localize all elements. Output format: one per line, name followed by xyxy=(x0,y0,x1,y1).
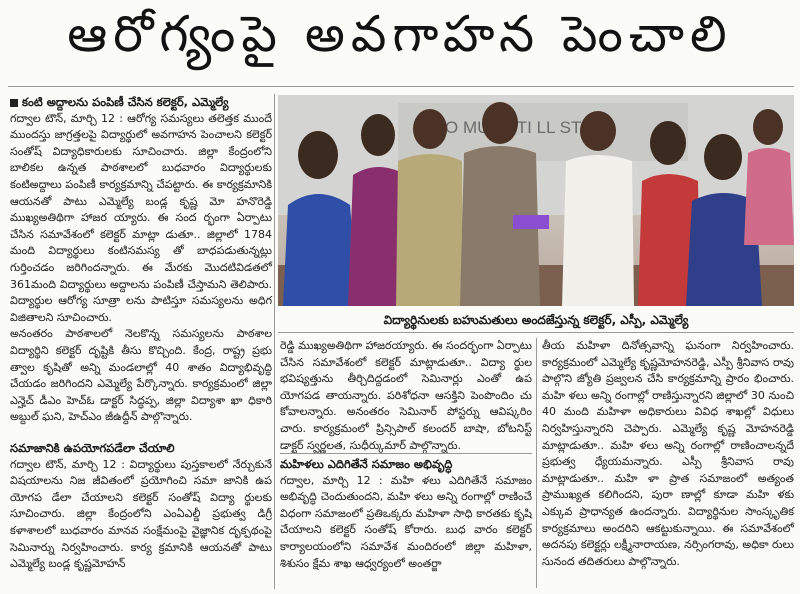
story1-column xyxy=(10,94,272,426)
bullet-icon xyxy=(10,99,18,107)
headline: ఆరోగ్యంపై అవగాహన పెంచాలి xyxy=(67,4,733,63)
story3-subheading: మహిళలు ఎదిగితేనే సమాజం అభివృద్ధి xyxy=(280,457,453,471)
photo-caption: విద్యార్థినులకు బహుమతులు అందజేస్తున్న కలెక్టర్, ఎస్పీ, ఎమ్మెల్యే xyxy=(383,313,689,327)
headline-rule xyxy=(8,86,794,87)
event-photo xyxy=(278,95,794,306)
story3-column-2 xyxy=(542,338,794,570)
story1-subheading: కంటి అద్దాలను పంపిణీ చేసిన కలెక్టర్, ఎమ్మెల్యే xyxy=(10,94,272,111)
gift-box xyxy=(513,215,549,229)
story3-paragraph-1: గద్వాల, మార్చి 12 : మహి ళలు ఎదిగితేనే సమాజం అభివృద్ధి చెందుతుందని, మహి ళలు అన్ని రంగాల్లో రాణించే విధంగా సమాజంలో ప్రతిఒక్కరు మహిళా సాధి కారతకు కృషి చేయాలని కలెక్టర్ సంతోష్ కోరారు. బుధ వారం కలెక్టర్ కార్యాలయంలోని సమావేశ మందిరంలో జిల్లా మహిళా, శిశుసం క్షేమ శాఖ ఆధ్వర్యంలో అంతర్జా xyxy=(280,473,532,570)
column-rule xyxy=(274,94,275,589)
event-photo-illustration xyxy=(278,95,794,306)
story2-paragraph-2: రెడ్డి ముఖ్యఅతిథిగా హాజరయ్యారు. ఈ సందర్భంగా ఏర్పాటు చేసిన సమావేశంలో కలెక్టర్ మాట్లాడుతూ.. విద్యా ర్థుల భవిష్యత్తును తీర్చిదిద్దడంలో సెమినార్లు ఎంతో ఉప యోగపడ తాయన్నారు. పరిశోధనా ఆసక్తిని పెంపొందిం చు కోవాలన్నారు. అనంతరం సెమినార్ పోస్టర్ను ఆవిష్కరిం చారు. కార్యక్రమంలో ప్రిన్సిపాల్ కలందర్ బాషా, బోటనిస్ట్ డాక్టర్ స్వర్ణలత, సుధీర్కుమార్ పాల్గొన్నారు. xyxy=(280,339,532,452)
caption-rule xyxy=(278,332,794,333)
photo-backdrop-text: LL STF xyxy=(536,118,592,137)
story3-paragraph-2: తీయ మహిళా దినోత్సవాన్ని ఘనంగా నిర్వహించారు. కార్యక్రమంలో ఎమ్మెల్యే కృష్ణమోహనరెడ్డి, ఎస్పీ శ్రీనివాస రావు పాల్గొని జ్యోతి ప్రజ్వలన చేసి కార్యక్రమాన్ని ప్రారం భించారు. మహి ళలు అన్ని రంగాల్లో రాణిస్తున్నారని జిల్లాలో 30 నుంచి 40 మంది మహిళా అధికారులు వివిధ శాఖల్లో విధులు నిర్వహిస్తున్నారని చెప్పారు. ఎమ్మెల్యే కృష్ణ మోహనరెడ్డి మాట్లాడుతూ.. మహి ళలు అన్ని రంగాల్లో రాణించాలన్నదే ప్రభుత్వ ధ్యేయమన్నారు. ఎస్పీ శ్రీనివాస రావు మాట్లాడుతూ.. మహి ళా ప్రాత సమాజంలో అత్యంత ప్రాముఖ్యత కలిగిందని, పురా ణాల్లో కూడా మహి ళకు ఎక్కువ ప్రాధాన్యత ఉందన్నారు. విద్యార్థినుల సాంస్కృతిక కార్యక్రమాలు అందరిని ఆకట్టుకున్నాయి. ఈ సమావేశంలో అదనపు కలెక్టర్లు లక్ష్మీనారాయణ, నర్సింగరావు, అధికా రులు సునంద తదితరులు పాల్గొన్నారు. xyxy=(542,339,794,568)
column-rule-2 xyxy=(536,338,537,588)
story2-column-1 xyxy=(10,440,272,573)
story2-subheading: సమాజానికి ఉపయోగపడేలా చేయాలి xyxy=(10,441,175,455)
story2-column-2 xyxy=(280,338,532,454)
story2-paragraph-1: గద్వాల టౌన్, మార్చి 12 : విద్యార్థులు పుస్తకాలలో నేర్చుకునే విషయాలను నిజ జీవితంలో ప్రయోగించి సమా జానికి ఉప యోగప డేలా చేయాలని కలెక్టర్ సంతోష్ విద్యా ర్థులకు సూచించారు. జిల్లా కేంద్రంలోని ఎంఏఎల్డీ ప్రభుత్వ డిగ్రీ కళాశాలలో బుధవారం మానవ సంక్షేమంపై వైజ్ఞానిక దృక్పథంపై సెమినార్ను నిర్వహించారు. కార్య క్రమానికి ఆయనతో పాటు ఎమ్మెల్యే బండ్ల కృష్ణమోహన్ xyxy=(10,457,272,571)
story3-rule xyxy=(280,453,532,454)
story1-paragraph-1: గద్వాల టౌన్, మార్చి 12 : ఆరోగ్య సమస్యలు తలెత్తక ముందే ముందస్తు జాగ్రత్తలపై విద్యార్థులో అవగాహన పెంచాలని కలెక్టర్ సంతోష్ విద్యాధికారులకు సూచించారు. జిల్లా కేంద్రంలోని బాలికల ఉన్నత పాఠశాలలో బుధవారం విద్యార్థులకు కంటిఅద్దాలు పంపిణీ కార్యక్రమాన్ని చేపట్టారు. ఈ కార్యక్రమానికి ఆయనతో పాటు ఎమ్మెల్యే బండ్ల కృష్ణ మో హనొరెడ్డి ముఖ్యఅతిథిగా హాజర య్యారు. ఈ సంద ర్భంగా ఏర్పాటు చేసిన సమావేశంలో కలెక్టర్ మాట్లా డుతూ.. జిల్లాలో 1784 మంది విద్యార్థులు కంటిసమస్య తో బాధపడుతున్నట్లు గుర్తించడం జరిగిందన్నారు. ఈ మేరకు మొదటివిడతలో 361మంది విద్యార్థులు అద్దాలను పంపిణీ చేస్తామని తెలిపారు. విద్యార్థుల ఆరోగ్య సూత్రా లను పాటిస్తూ సమస్యలను అధిగ విజితాలని సూచించారు. xyxy=(10,111,272,324)
story1-paragraph-2: అనంతరం పాఠశాలలో నెలకొన్న సమస్యలను పాఠశాల విద్యార్థిని కలెక్టర్ దృష్టికి తీసు కొచ్చింది. కేంద్ర, రాష్ట్ర ప్రభు త్వాల కృషితో అన్ని మండలాల్లో 40 శాతం విద్యాభివృద్ధి చేయడం జరిగిందని ఎమ్మెల్యే పేర్కొన్నారు. కార్యక్రమంలో జిల్లా ఎన్హెచ్ డీఎం హెచ్ఓ డాక్టర్ సిద్ధప్ప, జిల్లా విద్యాశా ఖా ధికారి అబ్దుల్ ఘని, హెచ్ఎం జీఉద్దీన్ పాల్గొన్నారు. xyxy=(10,327,272,424)
story3-column-1 xyxy=(280,456,532,572)
